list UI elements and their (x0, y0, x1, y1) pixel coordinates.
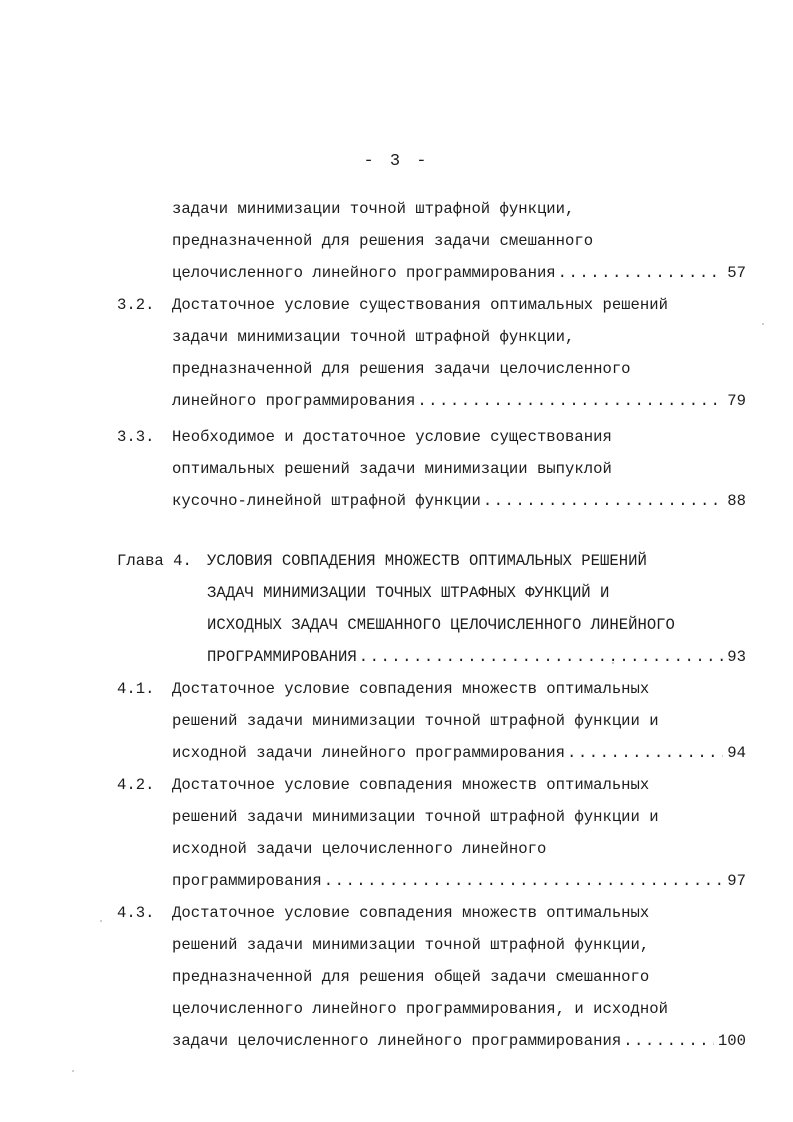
chapter-label: Глава 4. (117, 552, 192, 570)
dot-leader (324, 865, 724, 897)
toc-line: исходной задачи целочисленного линейного (172, 840, 547, 858)
toc-line: оптимальных решений задачи минимизации выпуклой (172, 460, 612, 478)
scan-speck (72, 1070, 74, 1072)
toc-line: задачи целочисленного линейного программирования (172, 1032, 622, 1050)
toc-page-number: 94 (727, 744, 746, 762)
toc-line: предназначенной для решения задачи целочисленного (172, 360, 631, 378)
toc-page-number: 88 (727, 492, 746, 510)
toc-page-number: 93 (727, 648, 746, 666)
toc-line: кусочно-линейной штрафной функции (172, 492, 481, 510)
dot-leader (567, 737, 723, 769)
scan-speck (762, 323, 764, 325)
toc-entry-last-line[interactable] (172, 737, 746, 769)
toc-line: Достаточное условие совпадения множеств оптимальных (172, 776, 650, 794)
toc-page-number: 57 (727, 264, 746, 282)
section-number: 3.2. (117, 296, 155, 314)
scan-speck (612, 662, 614, 664)
toc-line: задачи минимизации точной штрафной функции, (172, 200, 575, 218)
page-number: - 3 - (363, 152, 430, 171)
toc-line: решений задачи минимизации точной штрафной функции и (172, 712, 659, 730)
dot-leader (558, 257, 724, 289)
toc-line: Достаточное условие совпадения множеств оптимальных (172, 904, 650, 922)
section-number: 4.3. (117, 904, 155, 922)
toc-line: линейного программирования (172, 392, 416, 410)
toc-line: предназначенной для решения задачи смешанного (172, 232, 594, 250)
toc-line: задачи минимизации точной штрафной функции, (172, 328, 575, 346)
toc-page-number: 79 (727, 392, 746, 410)
toc-line: исходной задачи линейного программирования (172, 744, 566, 762)
section-number: 3.3. (117, 428, 155, 446)
toc-page-number: 100 (717, 1032, 746, 1050)
toc-entry-last-line[interactable] (172, 485, 746, 517)
chapter-title-line: ПРОГРАММИРОВАНИЯ (207, 648, 357, 666)
toc-page-number: 97 (727, 872, 746, 890)
dot-leader (417, 385, 723, 417)
section-number: 4.1. (117, 680, 155, 698)
chapter-title-line: ЗАДАЧ МИНИМИЗАЦИИ ТОЧНЫХ ШТРАФНЫХ ФУНКЦИЙ И (207, 584, 610, 602)
dot-leader (483, 485, 723, 517)
toc-entry-last-line[interactable] (207, 641, 746, 673)
toc-line: решений задачи минимизации точной штрафной функции и (172, 808, 659, 826)
chapter-title-line: УСЛОВИЯ СОВПАДЕНИЯ МНОЖЕСТВ ОПТИМАЛЬНЫХ РЕШЕНИЙ (207, 552, 647, 570)
toc-entry-last-line[interactable] (172, 385, 746, 417)
toc-entry-last-line[interactable] (172, 1025, 746, 1057)
chapter-title-line: ИСХОДНЫХ ЗАДАЧ СМЕШАННОГО ЦЕЛОЧИСЛЕННОГО ЛИНЕЙНОГО (207, 616, 675, 634)
toc-line: Достаточное условие существования оптимальных решений (172, 296, 668, 314)
dot-leader (623, 1025, 714, 1057)
toc-line: целочисленного линейного программирования, и исходной (172, 1000, 668, 1018)
toc-entry-last-line[interactable] (172, 865, 746, 897)
toc-line: Достаточное условие совпадения множеств оптимальных (172, 680, 650, 698)
scan-speck (100, 920, 102, 922)
toc-entry-last-line[interactable] (172, 257, 746, 289)
toc-line: решений задачи минимизации точной штрафной функции, (172, 936, 650, 954)
section-number: 4.2. (117, 776, 155, 794)
toc-line: предназначенной для решения общей задачи смешанного (172, 968, 650, 986)
toc-line: Необходимое и достаточное условие существования (172, 428, 612, 446)
toc-line: целочисленного линейного программирования (172, 264, 556, 282)
dot-leader (359, 641, 724, 673)
toc-line: программирования (172, 872, 322, 890)
